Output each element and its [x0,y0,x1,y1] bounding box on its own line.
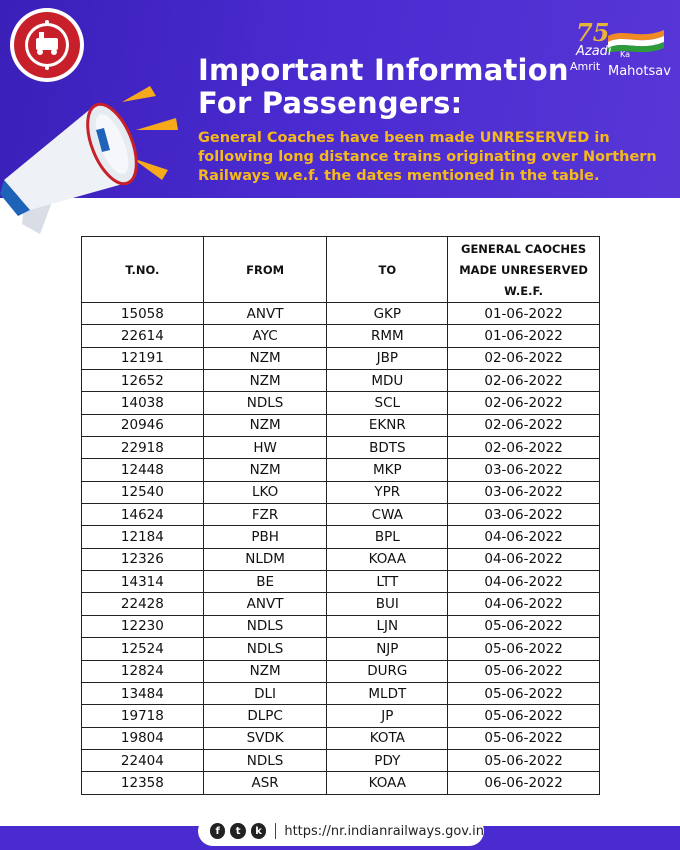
train-number-cell: 14624 [82,504,204,526]
table-row [82,303,600,325]
azadi-ka: Ka [620,50,631,59]
to-station-cell: KOTA [327,727,448,749]
table-row [82,727,600,749]
table-row [82,593,600,615]
header-train-number: T.NO. [82,237,204,303]
table-row [82,660,600,682]
to-station-cell: BPL [327,526,448,548]
effective-date-cell: 05-06-2022 [448,727,600,749]
train-number-cell: 12191 [82,347,204,369]
header-effective-date: GENERAL CAOCHES MADE UNRESERVED W.E.F. [448,237,600,303]
effective-date-cell: 02-06-2022 [448,370,600,392]
train-number-cell: 12448 [82,459,204,481]
effective-date-cell: 05-06-2022 [448,705,600,727]
effective-date-cell: 04-06-2022 [448,593,600,615]
to-station-cell: CWA [327,504,448,526]
azadi-mahotsav: Mahotsav [608,64,671,79]
footer-links [198,816,484,846]
train-number-cell: 19718 [82,705,204,727]
table-row [82,615,600,637]
train-number-cell: 12524 [82,638,204,660]
to-station-cell: JP [327,705,448,727]
effective-date-cell: 06-06-2022 [448,772,600,794]
table-row [82,548,600,570]
from-station-cell: SVDK [203,727,327,749]
to-station-cell: MLDT [327,682,448,704]
table-row [82,414,600,436]
facebook-icon[interactable]: f [210,823,225,839]
trains-table [81,236,600,795]
effective-date-cell: 01-06-2022 [448,303,600,325]
from-station-cell: ANVT [203,303,327,325]
twitter-icon[interactable]: t [230,823,245,839]
to-station-cell: BUI [327,593,448,615]
from-station-cell: NLDM [203,548,327,570]
header-to: TO [327,237,448,303]
effective-date-cell: 04-06-2022 [448,548,600,570]
table-row [82,325,600,347]
to-station-cell: PDY [327,749,448,771]
train-number-cell: 14038 [82,392,204,414]
effective-date-cell: 05-06-2022 [448,638,600,660]
train-number-cell: 22614 [82,325,204,347]
effective-date-cell: 04-06-2022 [448,571,600,593]
to-station-cell: JBP [327,347,448,369]
flag-icon [606,28,666,52]
effective-date-cell: 02-06-2022 [448,414,600,436]
train-number-cell: 15058 [82,303,204,325]
from-station-cell: NZM [203,347,327,369]
table-row [82,347,600,369]
from-station-cell: NDLS [203,615,327,637]
to-station-cell: SCL [327,392,448,414]
effective-date-cell: 05-06-2022 [448,749,600,771]
trains-table-container [81,236,600,795]
table-row [82,772,600,794]
train-number-cell: 20946 [82,414,204,436]
to-station-cell: YPR [327,481,448,503]
train-number-cell: 14314 [82,571,204,593]
from-station-cell: AYC [203,325,327,347]
from-station-cell: NDLS [203,392,327,414]
from-station-cell: NDLS [203,638,327,660]
table-row [82,370,600,392]
effective-date-cell: 05-06-2022 [448,682,600,704]
table-row [82,392,600,414]
from-station-cell: PBH [203,526,327,548]
effective-date-cell: 03-06-2022 [448,504,600,526]
page-title [198,54,569,120]
train-number-cell: 12230 [82,615,204,637]
table-header-row [82,237,600,303]
azadi-ka-amrit-mahotsav-logo [566,18,672,88]
table-row [82,504,600,526]
to-station-cell: RMM [327,325,448,347]
to-station-cell: MKP [327,459,448,481]
from-station-cell: DLI [203,682,327,704]
title-line-2: For Passengers: [198,86,463,120]
table-row [82,459,600,481]
to-station-cell: EKNR [327,414,448,436]
to-station-cell: MDU [327,370,448,392]
azadi-number: 75 [576,18,610,47]
effective-date-cell: 03-06-2022 [448,459,600,481]
train-number-cell: 13484 [82,682,204,704]
table-row [82,526,600,548]
website-link[interactable]: https://nr.indianrailways.gov.in [284,823,484,839]
table-row [82,437,600,459]
from-station-cell: HW [203,437,327,459]
train-number-cell: 12824 [82,660,204,682]
from-station-cell: NZM [203,660,327,682]
table-row [82,749,600,771]
from-station-cell: LKO [203,481,327,503]
train-number-cell: 12326 [82,548,204,570]
effective-date-cell: 03-06-2022 [448,481,600,503]
effective-date-cell: 01-06-2022 [448,325,600,347]
footer-divider [275,823,276,839]
train-number-cell: 22918 [82,437,204,459]
table-row [82,638,600,660]
train-number-cell: 12358 [82,772,204,794]
header-from: FROM [203,237,327,303]
from-station-cell: FZR [203,504,327,526]
effective-date-cell: 02-06-2022 [448,347,600,369]
megaphone-icon [0,84,200,244]
train-number-cell: 22428 [82,593,204,615]
to-station-cell: BDTS [327,437,448,459]
from-station-cell: NZM [203,459,327,481]
effective-date-cell: 02-06-2022 [448,392,600,414]
table-body [82,303,600,795]
from-station-cell: NDLS [203,749,327,771]
effective-date-cell: 05-06-2022 [448,660,600,682]
train-number-cell: 12540 [82,481,204,503]
table-row [82,682,600,704]
from-station-cell: DLPC [203,705,327,727]
to-station-cell: KOAA [327,548,448,570]
from-station-cell: ASR [203,772,327,794]
indian-railways-logo [10,8,84,82]
effective-date-cell: 05-06-2022 [448,615,600,637]
to-station-cell: KOAA [327,772,448,794]
effective-date-cell: 04-06-2022 [448,526,600,548]
train-number-cell: 12652 [82,370,204,392]
train-number-cell: 22404 [82,749,204,771]
azadi-line1: Azadi [576,44,612,59]
from-station-cell: NZM [203,370,327,392]
railways-emblem-icon [12,10,82,80]
table-row [82,571,600,593]
train-number-cell: 19804 [82,727,204,749]
to-station-cell: NJP [327,638,448,660]
table-row [82,705,600,727]
train-number-cell: 12184 [82,526,204,548]
from-station-cell: BE [203,571,327,593]
to-station-cell: LTT [327,571,448,593]
azadi-amrit: Amrit [570,60,601,73]
effective-date-cell: 02-06-2022 [448,437,600,459]
title-line-1: Important Information [198,53,569,87]
to-station-cell: GKP [327,303,448,325]
page-subtitle: General Coaches have been made UNRESERVED in following long distance trains originating over Northern Railways w.e.f. the dates mentioned in the table. [198,130,657,184]
koo-icon[interactable]: k [251,823,266,839]
table-row [82,481,600,503]
from-station-cell: NZM [203,414,327,436]
to-station-cell: LJN [327,615,448,637]
from-station-cell: ANVT [203,593,327,615]
to-station-cell: DURG [327,660,448,682]
